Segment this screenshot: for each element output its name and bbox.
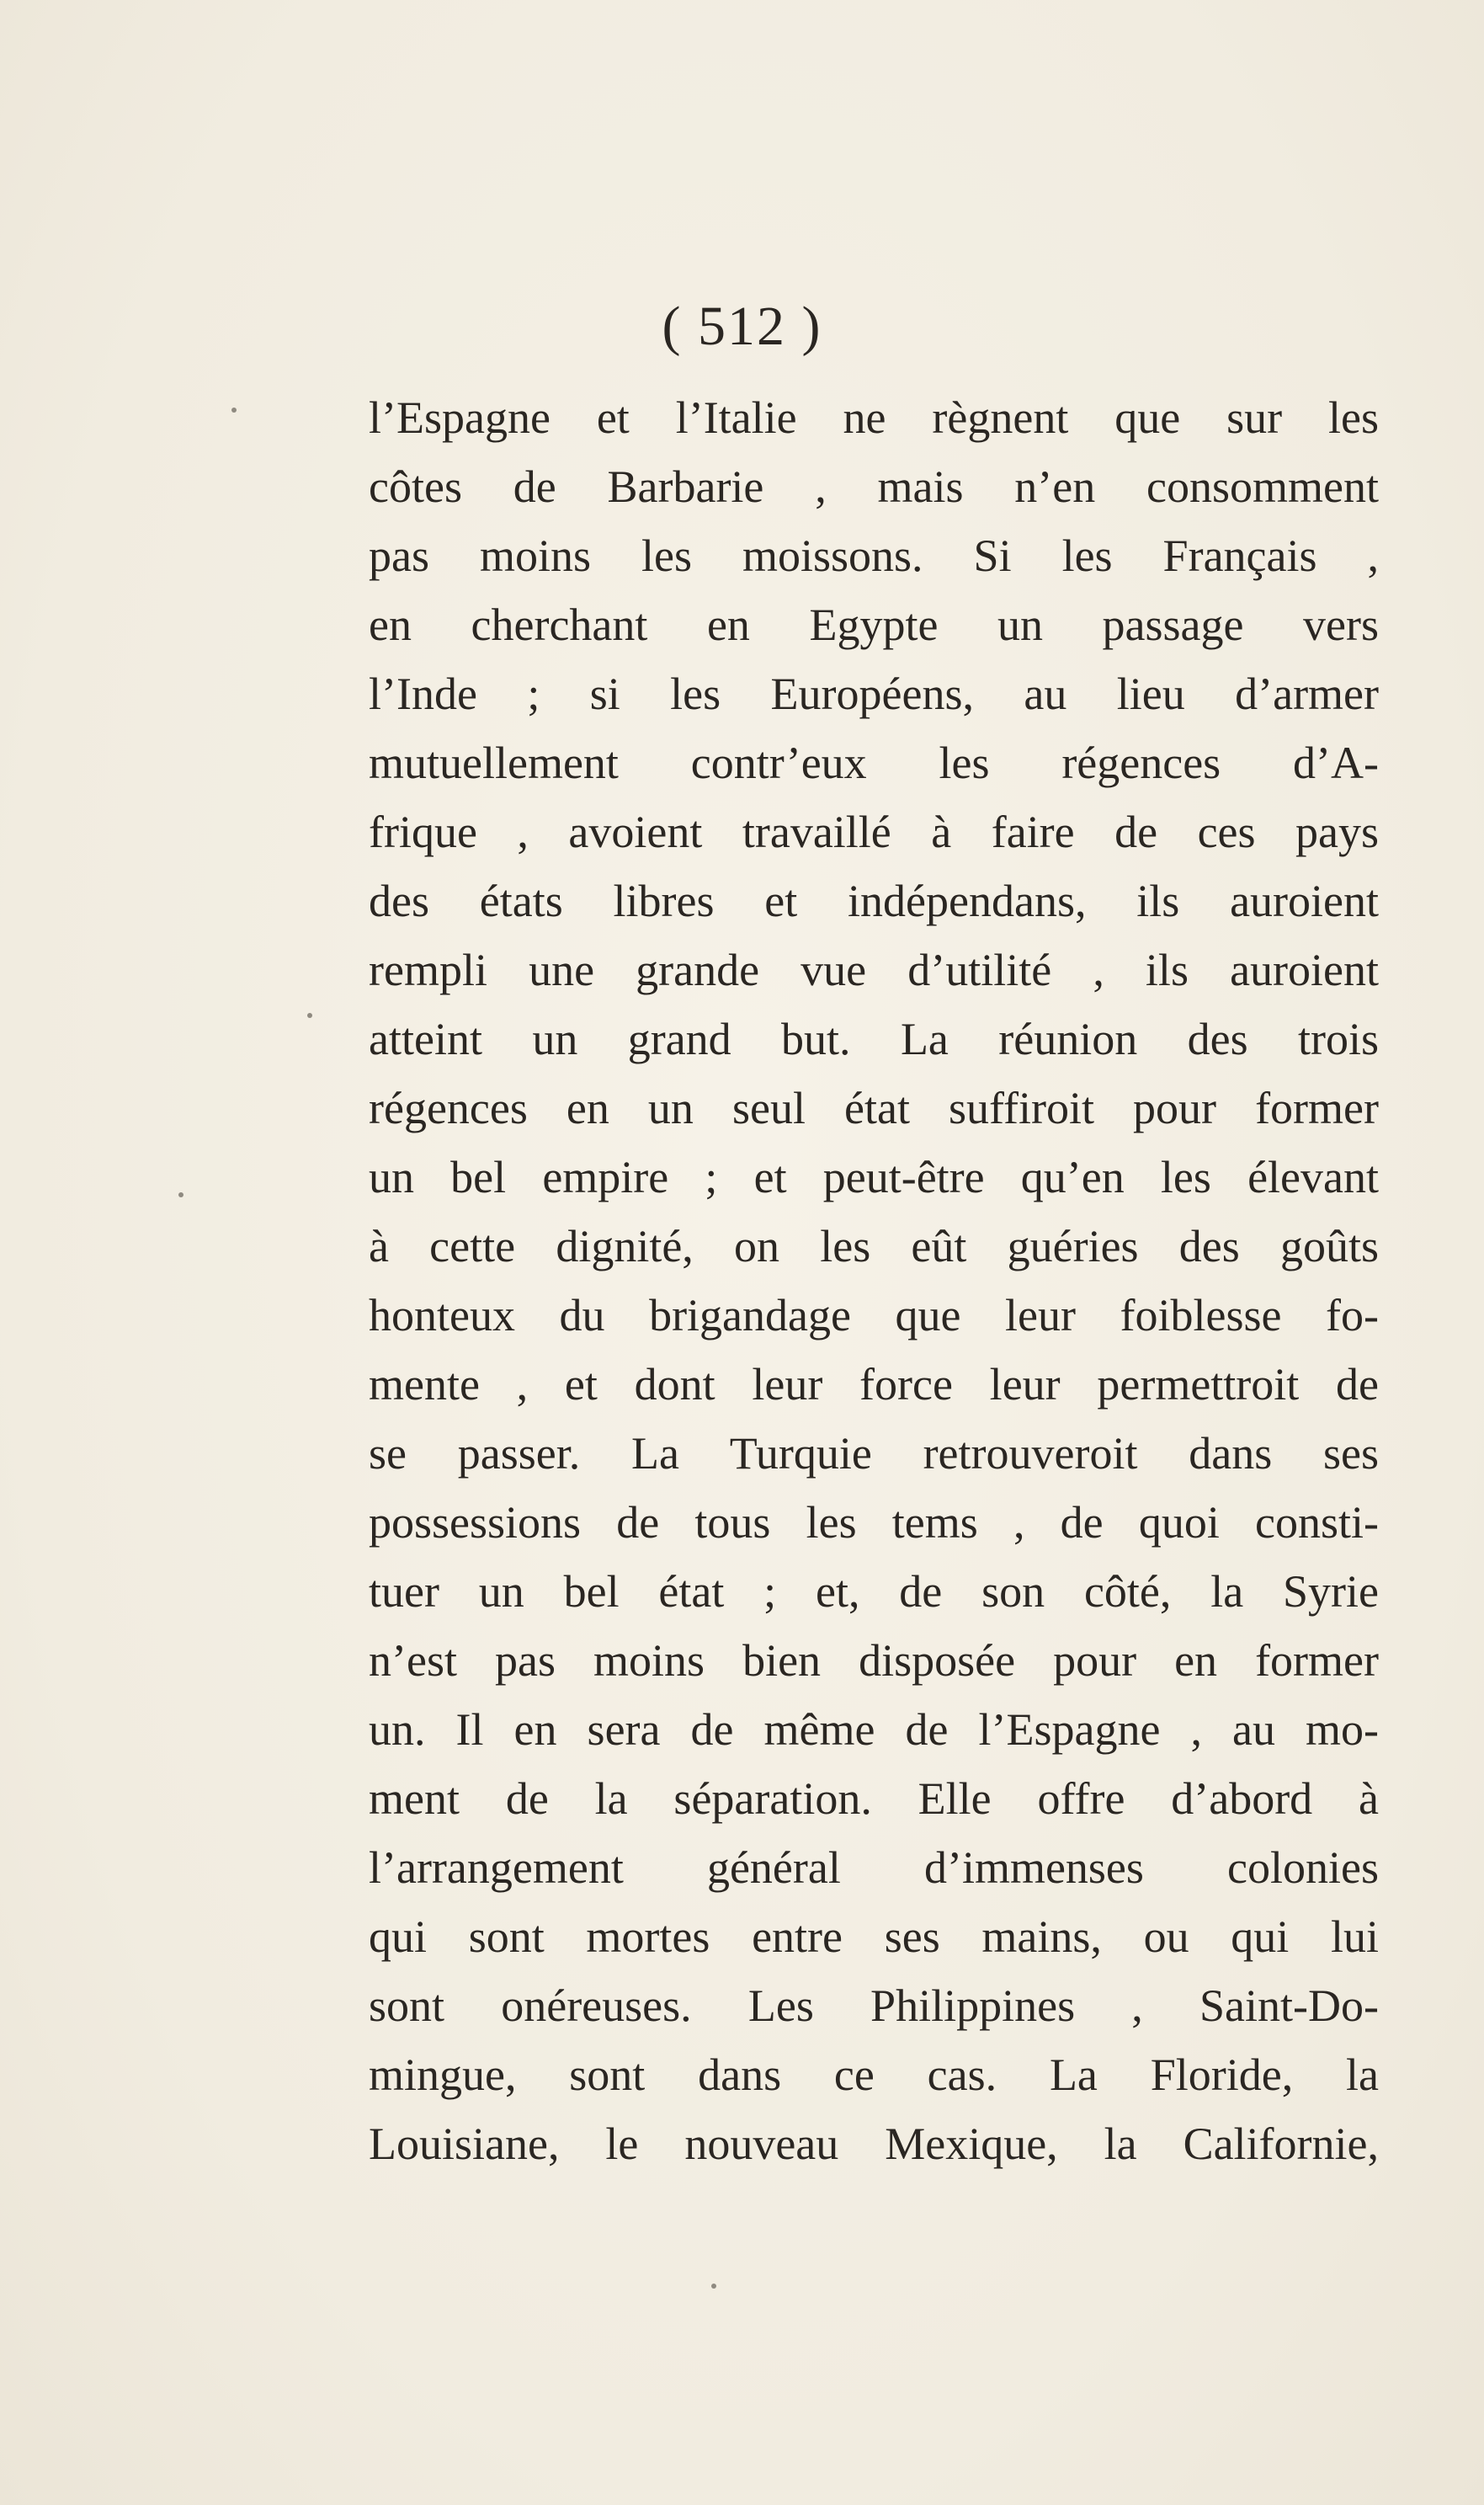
text-line: en cherchant en Egypte un passage vers [369,600,1379,650]
text-line: un bel empire ; et peut-être qu’en les élevant [369,1152,1379,1202]
paper-speck [711,2284,716,2289]
paper-speck [307,1013,312,1018]
text-line: l’Inde ; si les Européens, au lieu d’armer [369,669,1379,719]
text-line: se passer. La Turquie retrouveroit dans ses [369,1428,1379,1479]
text-line: Louisiane, le nouveau Mexique, la Californie, [369,2119,1379,2169]
page-number: ( 512 ) [662,296,822,357]
text-line: mutuellement contr’eux les régences d’A- [369,738,1379,788]
text-line: l’arrangement général d’immenses colonies [369,1842,1379,1893]
text-line: atteint un grand but. La réunion des trois [369,1014,1379,1064]
text-line: n’est pas moins bien disposée pour en former [369,1635,1379,1686]
text-line: mente , et dont leur force leur permettroit de [369,1359,1379,1410]
text-line: pas moins les moissons. Si les Français , [369,530,1379,581]
paper-speck [178,1192,184,1197]
paper-speck [231,408,237,413]
text-line: côtes de Barbarie , mais n’en consomment [369,461,1379,512]
text-line: l’Espagne et l’Italie ne règnent que sur les [369,392,1379,443]
text-line: à cette dignité, on les eût guéries des goûts [369,1221,1379,1271]
text-line: rempli une grande vue d’utilité , ils auroient [369,945,1379,995]
text-line: sont onéreuses. Les Philippines , Saint-Do- [369,1980,1379,2031]
text-line: qui sont mortes entre ses mains, ou qui lui [369,1911,1379,1962]
text-line: un. Il en sera de même de l’Espagne , au mo- [369,1704,1379,1755]
text-line: des états libres et indépendans, ils auroient [369,876,1379,926]
text-line: ment de la séparation. Elle offre d’abord à [369,1773,1379,1824]
text-line: mingue, sont dans ce cas. La Floride, la [369,2049,1379,2100]
text-line: possessions de tous les tems , de quoi consti- [369,1497,1379,1548]
text-line: tuer un bel état ; et, de son côté, la Syrie [369,1566,1379,1617]
text-line: honteux du brigandage que leur foiblesse fo- [369,1290,1379,1340]
text-line: régences en un seul état suffiroit pour former [369,1083,1379,1133]
body-text [369,383,1379,2178]
text-line: frique , avoient travaillé à faire de ces pays [369,807,1379,857]
